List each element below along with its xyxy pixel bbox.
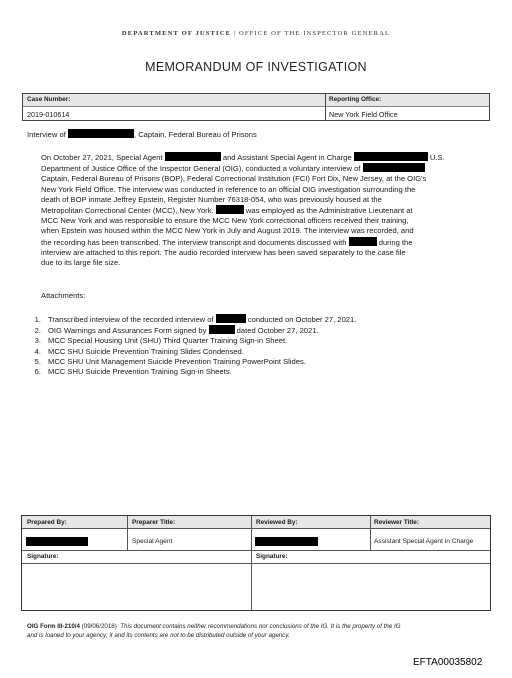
list-item: 6. MCC SHU Suicide Prevention Training Sign-in Sheets. [34,367,232,377]
redaction-box [216,205,244,214]
reviewer-title-label: Reviewer Title: [374,519,419,526]
reporting-office-label: Reporting Office: [329,96,382,103]
reporting-office-value: New York Field Office [329,110,398,119]
redaction-box [26,537,88,546]
signature-label-reviewer: Signature: [256,553,288,560]
preparer-title-value: Special Agent [132,538,173,545]
prepared-by-label: Prepared By: [27,519,67,526]
case-number-value: 2019-010614 [27,110,70,119]
redaction-box [255,537,318,546]
reviewer-title-value: Assistant Special Agent in Charge [374,538,474,545]
redaction-box [209,325,235,334]
attachments-list [27,314,356,377]
list-item: 1. Transcribed interview of the recorded interview of conducted on October 27, 2021. [34,315,357,324]
list-item: 3. MCC Special Housing Unit (SHU) Third Quarter Training Sign-in Sheet. [34,336,288,346]
list-item: 4. MCC SHU Suicide Prevention Training Slides Condensed. [34,346,244,356]
list-item: 5. MCC SHU Unit Management Suicide Prevention Training PowerPoint Slides. [34,356,306,366]
office-name: OFFICE OF THE INSPECTOR GENERAL [239,30,391,37]
signature-table [21,515,491,611]
redaction-box [363,163,425,172]
redaction-box [165,152,221,161]
body-paragraph: On October 27, 2021, Special Agent and Assistant Special Agent in Charge U.S. Department of Justice Office of the Inspector General (OIG), conducted a voluntary interview of Captain, Federal Bureau of Prisons (BOP), Federal Correctional Institution (FCI) Fort Dix, New Jersey, at the OIG's New York Field Office. The interview was conducted in reference to an official OIG investigation surrounding the death of BOP inmate Jeffrey Epstein, Register Number 76318-054, who was previously housed at the Metropolitan Correctional Center (MCC), New York. was employed as the Administrative Lieutenant at MCC New York and was responsible to ensure the MCC New York correctional officers received their training, when Epstein was housed within the MCC New York in July and August 2019. The interview was recorded, and the recording has been transcribed. The interview transcript and documents discussed with during the interview are attached to this report. The audio recorded interview has been saved separately to the case file due to its large file size. [41,153,445,268]
list-item: 2. OIG Warnings and Assurances Form signed by dated October 27, 2021. [34,326,319,336]
reviewed-by-label: Reviewed By: [256,519,298,526]
document-title: MEMORANDUM OF INVESTIGATION [145,60,367,74]
preparer-title-label: Preparer Title: [132,519,176,526]
agency-name: DEPARTMENT OF JUSTICE [121,30,232,37]
form-footer: OIG Form III-210/4 (09/06/2018) This document contains neither recommendations nor conclusions of the IG. It is the property of the IG and is loaned to your agency; it and its contents are not to be distributed outside of your agency. [27,623,401,639]
case-number-label: Case Number: [27,96,71,103]
attachments-heading: Attachments: [41,291,86,300]
footer-disclaimer: This document contains neither recommendations nor conclusions of the IG. It is the property of the IG [120,623,401,630]
redaction-box [216,314,246,323]
redaction-box [68,129,134,138]
redaction-box [354,152,428,161]
agency-header: DEPARTMENT OF JUSTICE | OFFICE OF THE INSPECTOR GENERAL [121,30,391,37]
form-number: OIG Form III-210/4 [27,623,80,630]
case-header-table [22,93,490,121]
bates-number: EFTA00035802 [413,657,483,668]
redaction-box [349,237,377,246]
interview-subject-line: Interview of , Captain, Federal Bureau of Prisons [27,130,257,139]
signature-label-preparer: Signature: [27,553,59,560]
